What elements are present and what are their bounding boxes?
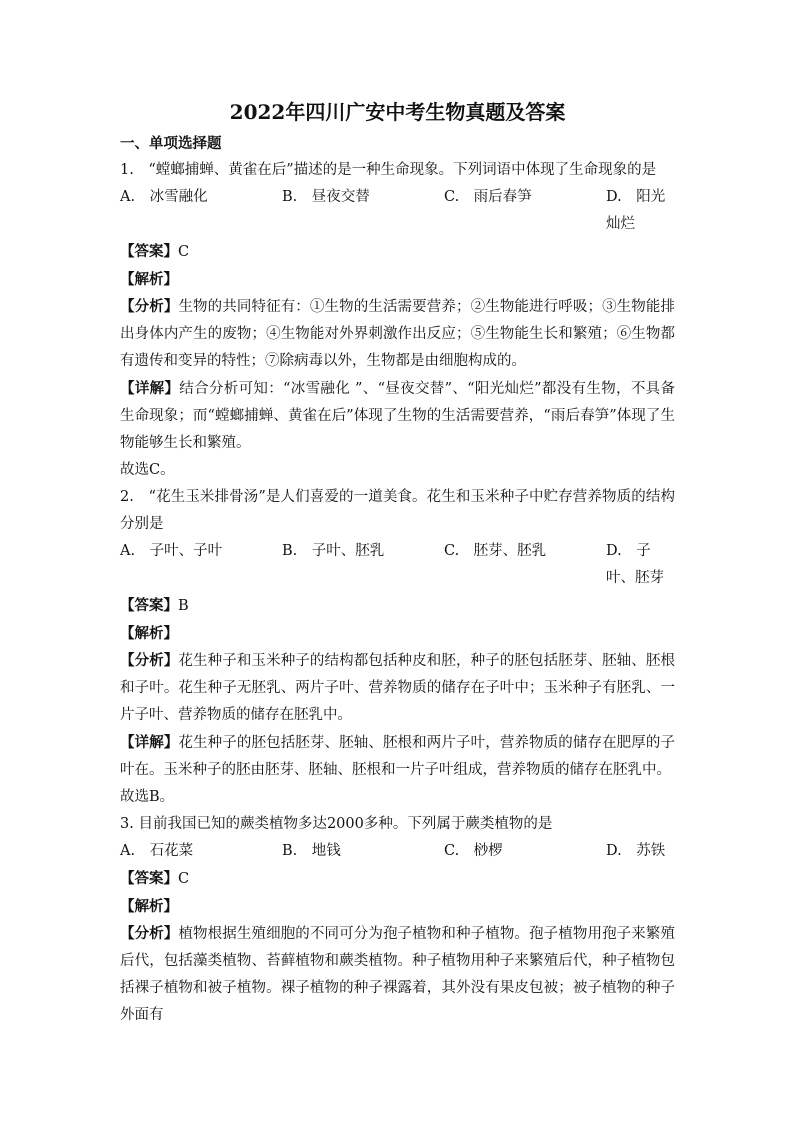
fenxi-tag: 【分析】 xyxy=(120,652,179,669)
question-2-option-c: C. 胚芽、胚乳 xyxy=(444,543,547,559)
answer-value: C xyxy=(178,244,190,260)
question-2-xiangjie xyxy=(120,729,675,784)
question-3-analysis-tag: 【解析】 xyxy=(120,898,178,915)
xiangjie-text: 结合分析可知：“冰雪融化 ”、“昼夜交替”、“阳光灿烂”都没有生物，不具备生命现象；而“螳螂捕蝉、黄雀在后”体现了生物的生活需要营养，“雨后春笋”体现了生物能够生长和繁殖。 xyxy=(120,381,675,451)
answer-value: C xyxy=(178,871,190,887)
answer-tag: 【答案】 xyxy=(120,243,178,260)
question-1-option-b: B. 昼夜交替 xyxy=(282,189,370,205)
question-2-analysis-tag: 【解析】 xyxy=(120,625,178,642)
question-1-option-c: C. 雨后春笋 xyxy=(444,189,532,205)
question-2-option-d: D. 子叶、胚芽 xyxy=(606,543,664,586)
question-1-option-d: D. 阳光灿烂 xyxy=(606,189,666,232)
question-2-conclusion: 故选B。 xyxy=(120,789,175,805)
question-1-answer xyxy=(120,238,675,266)
question-2-option-a: A. 子叶、子叶 xyxy=(120,543,223,559)
question-1-xiangjie xyxy=(120,375,675,457)
section-heading: 一、单项选择题 xyxy=(120,135,222,152)
question-2-answer xyxy=(120,592,675,620)
question-1-conclusion: 故选C。 xyxy=(120,462,175,478)
fenxi-tag: 【分析】 xyxy=(120,298,179,315)
question-2-fenxi xyxy=(120,647,675,729)
answer-tag: 【答案】 xyxy=(120,870,178,887)
question-1-option-a: A. 冰雪融化 xyxy=(120,189,208,205)
question-1-analysis-tag: 【解析】 xyxy=(120,271,178,288)
question-3-stem: 3. 目前我国已知的蕨类植物多达2000多种。下列属于蕨类植物的是 xyxy=(120,816,553,832)
xiangjie-tag: 【详解】 xyxy=(120,734,179,751)
xiangjie-text: 花生种子的胚包括胚芽、胚轴、胚根和两片子叶，营养物质的储存在肥厚的子叶在。玉米种子的胚由胚芽、胚轴、胚根和一片子叶组成，营养物质的储存在胚乳中。 xyxy=(120,735,676,778)
question-3-fenxi xyxy=(120,920,675,1029)
question-2-stem: 2. “花生玉米排骨汤”是人们喜爱的一道美食。花生和玉米种子中贮存营养物质的结构分别是 xyxy=(120,489,675,532)
question-1-stem: 1. “螳螂捕蝉、黄雀在后”描述的是一种生命现象。下列词语中体现了生命现象的是 xyxy=(120,162,657,178)
question-2-option-b: B. 子叶、胚乳 xyxy=(282,543,385,559)
question-3-option-a: A. 石花菜 xyxy=(120,843,194,859)
question-3-option-c: C. 桫椤 xyxy=(444,843,503,859)
fenxi-text: 花生种子和玉米种子的结构都包括种皮和胚，种子的胚包括胚芽、胚轴、胚根和子叶。花生种子无胚乳、两片子叶、营养物质的储存在子叶中；玉米种子有胚乳、一片子叶、营养物质的储存在胚乳中。 xyxy=(120,653,676,723)
fenxi-text: 生物的共同特征有：①生物的生活需要营养；②生物能进行呼吸；③生物能排出身体内产生的废物；④生物能对外界刺激作出反应；⑤生物能生长和繁殖；⑥生物都有遗传和变异的特性；⑦除病毒以外，生物都是由细胞构成的。 xyxy=(120,299,676,369)
xiangjie-tag: 【详解】 xyxy=(120,380,180,397)
question-1-fenxi xyxy=(120,293,675,375)
question-1-options xyxy=(120,184,675,238)
answer-tag: 【答案】 xyxy=(120,597,178,614)
question-3-options xyxy=(120,838,675,865)
document-content xyxy=(120,96,675,1029)
question-3-option-d: D. 苏铁 xyxy=(606,843,666,859)
question-3-answer xyxy=(120,865,675,893)
question-3-option-b: B. 地钱 xyxy=(282,843,341,859)
answer-value: B xyxy=(178,598,189,614)
fenxi-text: 植物根据生殖细胞的不同可分为孢子植物和种子植物。孢子植物用孢子来繁殖后代，包括藻类植物、苔藓植物和蕨类植物。种子植物用种子来繁殖后代，种子植物包括裸子植物和被子植物。裸子植物的种子裸露着，其外没有果皮包被；被子植物的种子外面有 xyxy=(120,926,676,1023)
page-title: 2022年四川广安中考生物真题及答案 xyxy=(229,100,566,124)
question-2-options xyxy=(120,538,675,592)
fenxi-tag: 【分析】 xyxy=(120,925,179,942)
